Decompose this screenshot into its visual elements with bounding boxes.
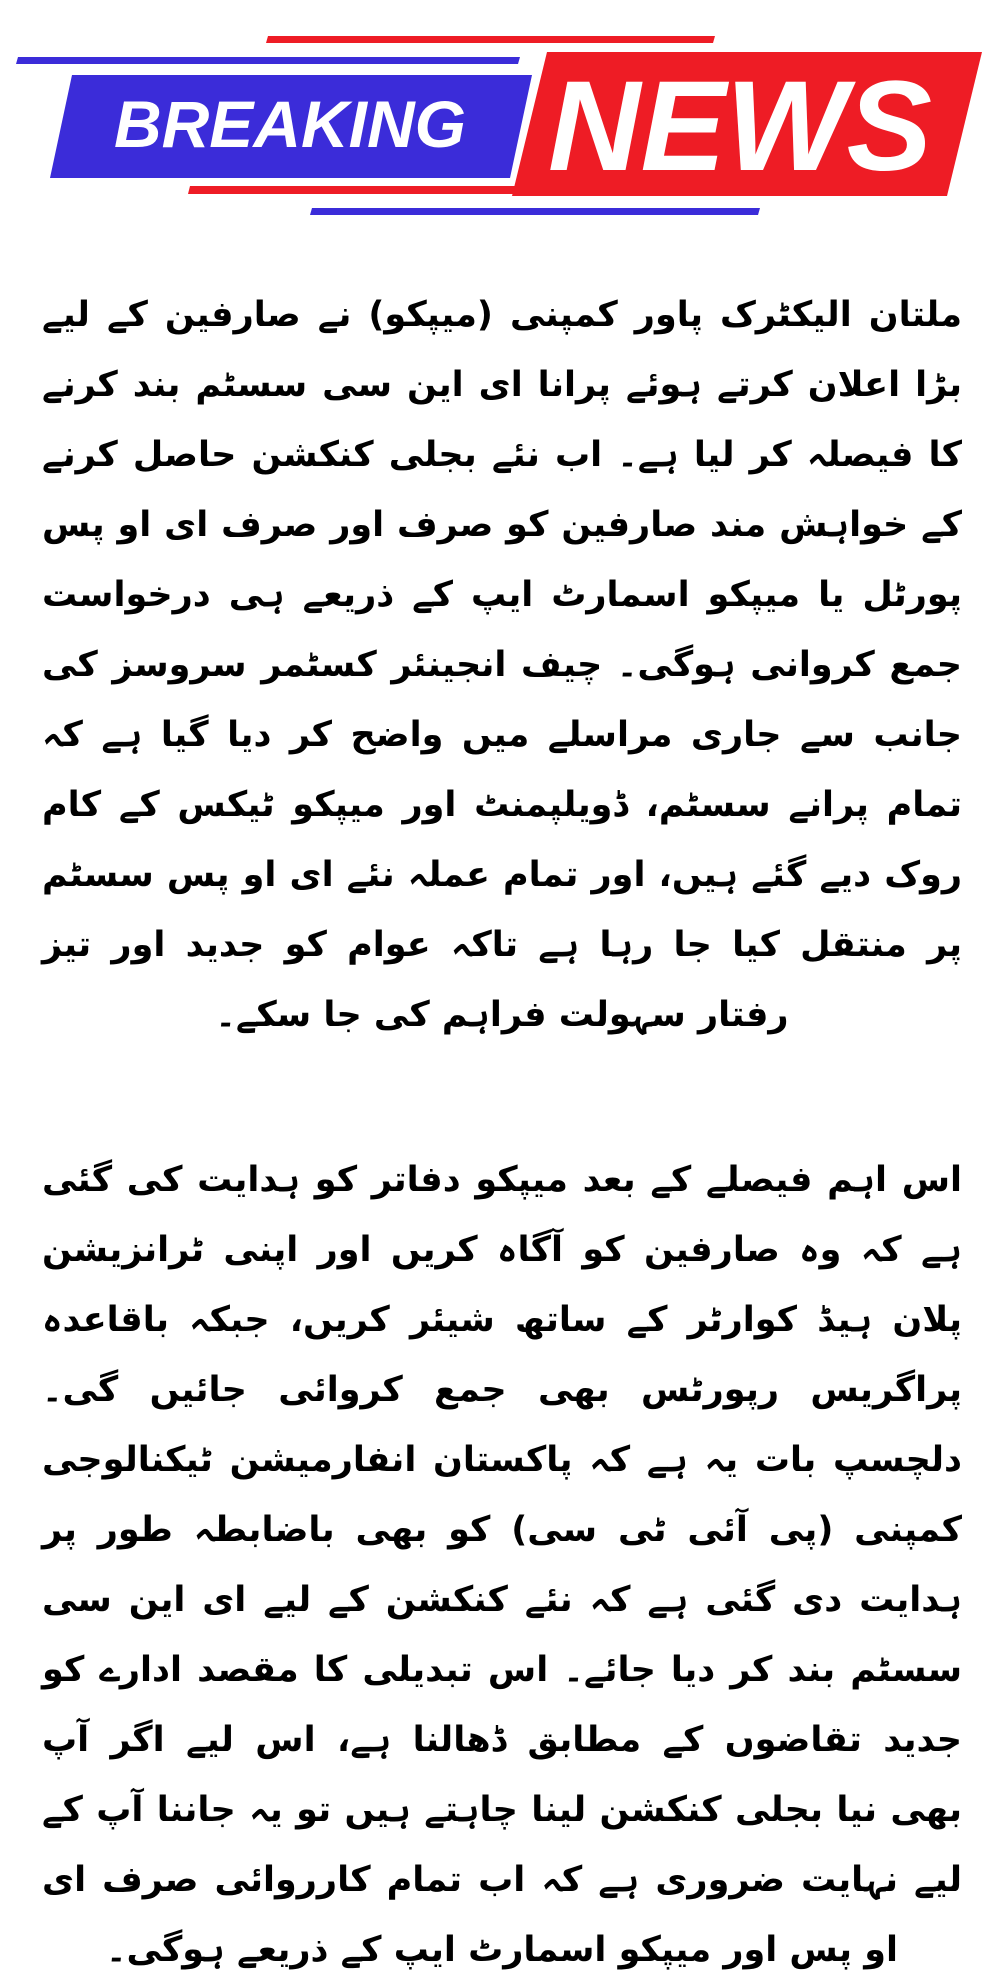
article-paragraph-2: اس اہم فیصلے کے بعد میپکو دفاتر کو ہدایت کی گئی ہے کہ وہ صارفین کو آگاہ کریں اور اپنی ٹرانزیشن پلان ہیڈ کوارٹر کے ساتھ شیئر کریں، جبکہ باقاعدہ پراگریس رپورٹس بھی جمع کروائی جائیں گی۔ دلچسپ بات یہ ہے کہ پاکستان انفارمیشن ٹیکنالوجی کمپنی (پی آئی ٹی سی) کو بھی باضابطہ طور پر ہدایت دی گئی ہے کہ نئے کنکشن کے لیے ای این سی سسٹم بند کر دیا جائے۔ اس تبدیلی کا مقصد ادارے کو جدید تقاضوں کے مطابق ڈھالنا ہے، اس لیے اگر آپ بھی نیا بجلی کنکشن لینا چاہتے ہیں تو یہ جاننا آپ کے لیے نہایت ضروری ہے کہ اب تمام کارروائی صرف ای او پس اور میپکو اسمارٹ ایپ کے ذریعے ہوگی۔ xyxy=(42,1160,962,1970)
news-article xyxy=(42,280,962,1985)
stripe-top-blue xyxy=(16,57,520,64)
breaking-word: BREAKING xyxy=(113,87,467,161)
stripe-bottom-blue xyxy=(310,208,760,215)
breaking-news-banner xyxy=(0,0,1000,230)
stripe-top-red xyxy=(266,36,715,43)
stripe-bottom-red xyxy=(188,186,520,194)
banner-graphic xyxy=(0,0,1000,230)
news-word: NEWS xyxy=(548,55,932,198)
article-paragraph-1: ملتان الیکٹرک پاور کمپنی (میپکو) نے صارفین کے لیے بڑا اعلان کرتے ہوئے پرانا ای این سی سسٹم بند کرنے کا فیصلہ کر لیا ہے۔ اب نئے بجلی کنکشن حاصل کرنے کے خواہش مند صارفین کو صرف اور صرف ای او پس پورٹل یا میپکو اسمارٹ ایپ کے ذریعے ہی درخواست جمع کروانی ہوگی۔ چیف انجینئر کسٹمر سروسز کی جانب سے جاری مراسلے میں واضح کر دیا گیا ہے کہ تمام پرانے سسٹم، ڈویلپمنٹ اور میپکو ٹیکس کے کام روک دیے گئے ہیں، اور تمام عملہ نئے ای او پس سسٹم پر منتقل کیا جا رہا ہے تاکہ عوام کو جدید اور تیز رفتار سہولت فراہم کی جا سکے۔ xyxy=(42,295,962,1035)
